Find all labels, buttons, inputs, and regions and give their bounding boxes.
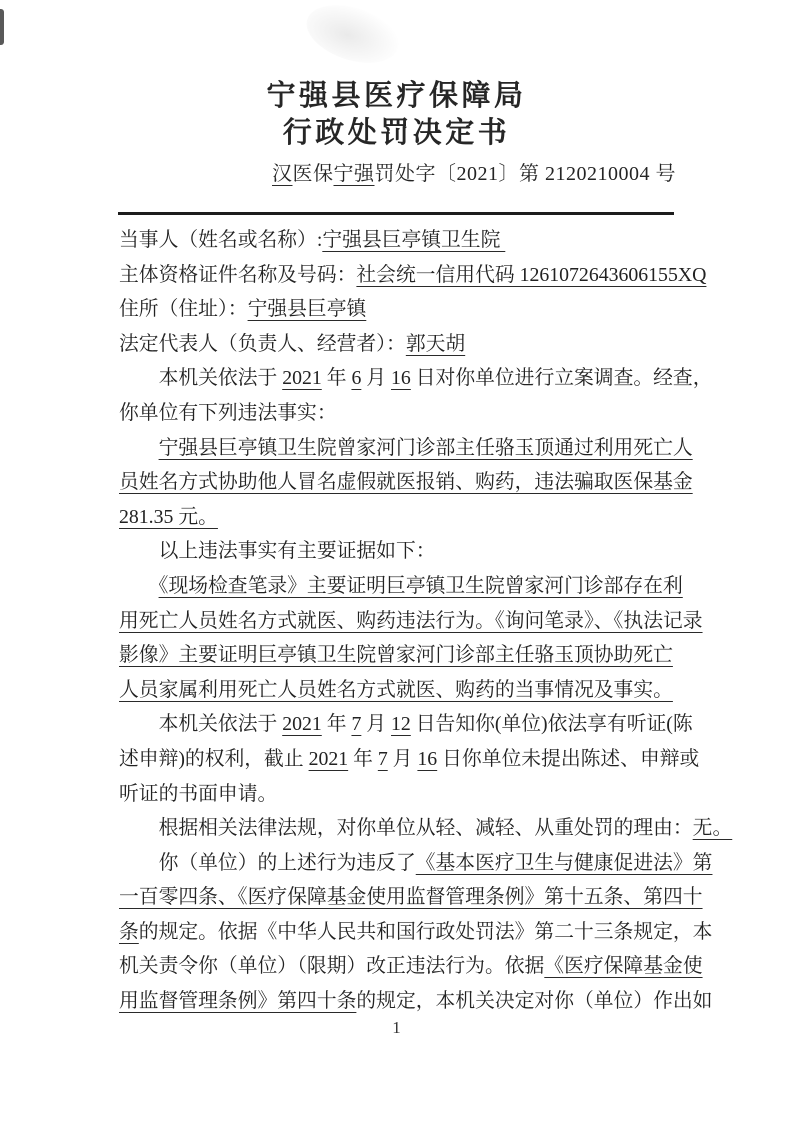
document-header [0, 78, 793, 152]
underlined-text: 影像》主要证明巨亭镇卫生院曾家河门诊部主任骆玉顶协助死亡 [119, 644, 673, 667]
scan-edge-speck [0, 9, 4, 45]
underlined-text: 宁强县巨亭镇卫生院曾家河门诊部主任骆玉顶通过利用死亡人 [158, 436, 693, 459]
plain-text [119, 575, 159, 597]
plain-text: 主体资格证件名称及号码： [119, 263, 357, 286]
underlined-text: 12 [391, 713, 411, 736]
plain-text [119, 437, 159, 459]
underlined-text: 7 [377, 747, 388, 770]
plain-text: 年 [348, 747, 378, 770]
document-line [119, 569, 683, 604]
document-line [119, 707, 693, 742]
document-line [119, 431, 693, 466]
document-line [119, 396, 679, 431]
plain-text: 日你单位未提出陈述、申辩或 [437, 747, 700, 770]
underlined-text: 2021 [308, 747, 349, 770]
underlined-text: 16 [417, 747, 438, 770]
plain-text: 年 [321, 367, 352, 390]
underlined-text: 员姓名方式协助他人冒名虚假就医报销、购药，违法骗取医保基金 [119, 471, 693, 494]
plain-text: 本机关依法于 [119, 713, 283, 736]
document-body [119, 223, 733, 1019]
plain-text: 述申辩)的权利，截止 [119, 747, 309, 770]
underlined-text: 《现场检查笔录》主要证明巨亭镇卫生院曾家河门诊部存在利 [158, 574, 683, 597]
document-line [119, 880, 703, 915]
underlined-text: 宁强 [333, 163, 375, 185]
document-line [119, 984, 713, 1019]
underlined-text: 6 [351, 367, 362, 390]
document-line [119, 638, 679, 673]
underlined-text: 281.35 元。 [119, 505, 218, 528]
plain-text: 以上违法事实有主要证据如下： [119, 540, 436, 563]
doc-number-line [272, 161, 676, 187]
plain-text: 听证的书面申请。 [119, 782, 278, 805]
underlined-text: 宁强县巨亭镇 [247, 298, 367, 321]
plain-text: 年 [321, 713, 352, 736]
plain-text: 你（单位）的上述行为违反了 [119, 851, 416, 874]
document-line [119, 465, 693, 500]
plain-text: 日告知你(单位)依法享有听证(陈 [410, 713, 693, 736]
plain-text: 根据相关法律法规，对你单位从轻、减轻、从重处罚的理由： [119, 817, 693, 840]
underlined-text: 《基本医疗卫生与健康促进法》第 [415, 851, 713, 874]
plain-text: 日对你单位进行立案调查。经查， [410, 367, 713, 390]
underlined-text: 用死亡人员姓名方式就医、购药违法行为。《询问笔录》、《执法记录 [119, 609, 703, 632]
underlined-text: 7 [351, 713, 362, 736]
underlined-text: 一百零四条、《医疗保障基金使用监督管理条例》第十五条、第四十 [119, 886, 703, 909]
page-number: 1 [392, 1018, 401, 1037]
underlined-text: 郭天胡 [405, 332, 466, 355]
document-line [119, 673, 679, 708]
underlined-text: 无。 [692, 817, 733, 840]
document-line [119, 742, 700, 777]
plain-text: 月 [361, 713, 392, 736]
underlined-text: 用监督管理条例》第四十条 [119, 990, 357, 1013]
document-line [119, 811, 733, 846]
underlined-text: 2021 [282, 367, 322, 390]
document-line [119, 777, 679, 812]
plain-text: 当事人（姓名或名称）: [119, 229, 323, 251]
plain-text: 法定代表人（负责人、经营者）： [119, 332, 406, 355]
underlined-text: 社会统一信用代码 1261072643606155XQ [356, 263, 707, 286]
document-line [119, 604, 703, 639]
document-line [119, 223, 679, 258]
underlined-text: 汉 [272, 163, 293, 185]
document-line [119, 846, 713, 881]
underlined-text: 《医疗保障基金使 [544, 955, 703, 978]
plain-text: 本机关依法于 [119, 367, 283, 390]
underlined-text: 宁强县巨亭镇卫生院 [322, 229, 506, 251]
scan-smudge [299, 0, 405, 73]
issuing-authority-title: 宁强县医疗保障局 [266, 80, 527, 112]
plain-text: 的规定。依据《中华人民共和国行政处罚法》第二十三条规定，本 [138, 920, 713, 943]
plain-text: 月 [361, 367, 392, 390]
underlined-text: 16 [391, 367, 411, 390]
plain-text: 的规定，本机关决定对你（单位）作出如 [356, 990, 713, 1013]
document-line [119, 361, 713, 396]
underlined-text: 人员家属利用死亡人员姓名方式就医、购药的当事情况及事实。 [119, 678, 673, 701]
header-divider-rule [118, 212, 674, 215]
document-line [119, 292, 679, 327]
document-type-title: 行政处罚决定书 [282, 117, 511, 149]
plain-text: 你单位有下列违法事实： [119, 401, 337, 424]
document-line [119, 327, 679, 362]
document-line [119, 915, 713, 950]
document-line [119, 949, 703, 984]
plain-text: 罚处字〔2021〕第 2120210004 号 [374, 163, 676, 185]
document-line [119, 258, 707, 293]
plain-text: 月 [387, 747, 418, 770]
underlined-text: 条 [119, 920, 139, 943]
document-line [119, 534, 679, 569]
plain-text: 机关责令你（单位）（限期）改正违法行为。依据 [119, 955, 545, 978]
plain-text: 住所（住址）： [119, 298, 248, 321]
underlined-text: 2021 [282, 713, 322, 736]
document-line [119, 500, 679, 535]
plain-text: 医保 [292, 163, 334, 185]
